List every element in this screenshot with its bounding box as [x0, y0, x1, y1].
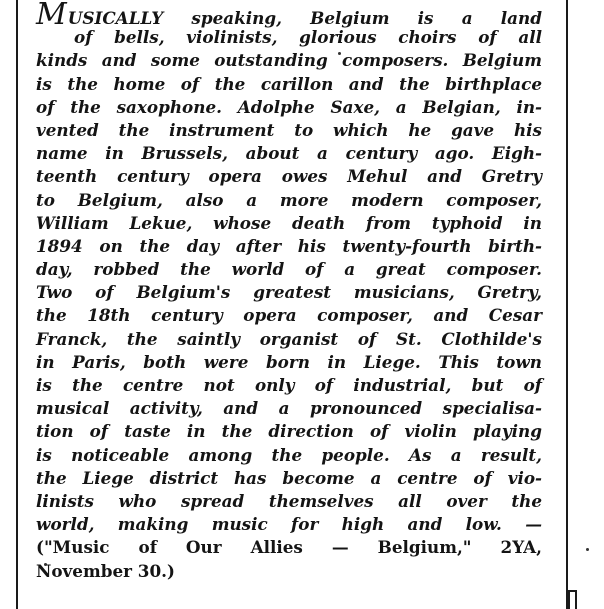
article-line-20: is noticeable among the people. As a result,	[36, 444, 542, 465]
article-line-15: Franck, the saintly organist of St. Clothilde's	[36, 328, 542, 349]
article-line-8: teenth century opera owes Mehul and Gretry	[36, 166, 542, 187]
article-line-5: of the saxophone. Adolphe Saxe, a Belgian, in-	[36, 96, 542, 117]
article-line-16: in Paris, both were born in Liege. This town	[36, 351, 542, 372]
article-line-13: Two of Belgium's greatest musicians, Gretry,	[36, 282, 542, 303]
article-line-12: day, robbed the world of a great composer.	[36, 259, 542, 280]
article-line-14: the 18th century opera composer, and Cesar	[36, 305, 542, 326]
drop-cap: M	[36, 0, 68, 32]
article-line-21: the Liege district has become a centre of vio-	[36, 467, 542, 488]
article-line-6: vented the instrument to which he gave his	[36, 119, 542, 140]
article-line-3: kinds and some outstanding composers. Belgium	[36, 50, 542, 71]
article-line-7: name in Brussels, about a century ago. Eigh-	[36, 143, 542, 164]
article-line-2: of bells, violinists, glorious choirs of all	[74, 27, 542, 48]
article-line-10: William Lekue, whose death from typhoid in	[36, 212, 542, 233]
article-line-22: linists who spread themselves all over the	[36, 490, 542, 511]
print-speck	[586, 548, 589, 551]
citation-line-2: November 30.)	[36, 560, 175, 581]
article-line-19: tion of taste in the direction of violin playing	[36, 421, 542, 442]
article-line-4: is the home of the carillon and the birthplace	[36, 73, 542, 94]
article-text	[36, 0, 542, 583]
article-line-1: MUSICALLY speaking, Belgium is a land	[36, 3, 542, 26]
article-line-17: is the centre not only of industrial, but of	[36, 375, 542, 395]
article-line-23: world, making music for high and low. —	[36, 514, 542, 535]
citation-line-1: ("Music of Our Allies — Belgium," 2YA,	[36, 537, 542, 558]
article-line-9: to Belgium, also a more modern composer,	[36, 189, 542, 210]
column-rule-tab	[568, 590, 577, 609]
article-line-11: 1894 on the day after his twenty-fourth birth-	[36, 235, 542, 256]
article-line-18: musical activity, and a pronounced specialisa-	[36, 398, 542, 419]
